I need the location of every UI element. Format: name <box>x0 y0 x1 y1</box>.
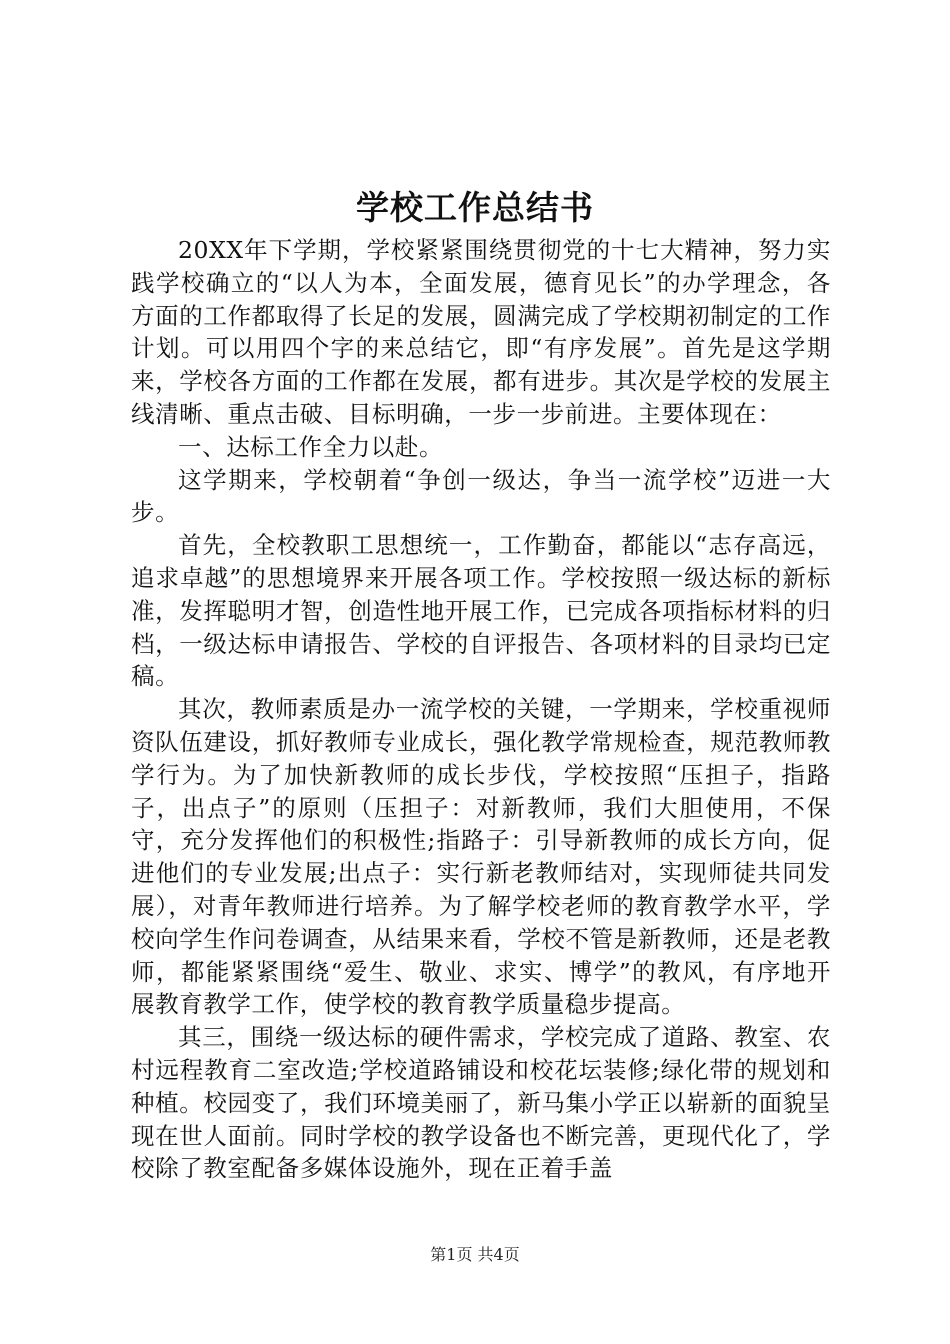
paragraph-progress: 这学期来，学校朝着“争创一级达，争当一流学校”迈进一大步。 <box>131 465 831 527</box>
document-body <box>131 234 831 1185</box>
document-title: 学校工作总结书 <box>356 188 594 227</box>
section-heading-1: 一、达标工作全力以赴。 <box>178 432 444 461</box>
paragraph-intro: 20XX年下学期，学校紧紧围绕贯彻党的十七大精神，努力实践学校确立的“以人为本，全面发展，德育见长”的办学理念，各方面的工作都取得了长足的发展，圆满完成了学校期初制定的工作计划。可以用四个字的来总结它，即“有序发展”。首先是这学期来，学校各方面的工作都在发展，都有进步。其次是学校的发展主线清晰、重点击破、目标明确，一步一步前进。主要体现在： <box>131 236 831 428</box>
paragraph-third: 其三，围绕一级达标的硬件需求，学校完成了道路、教室、农村远程教育二室改造;学校道路铺设和校花坛装修;绿化带的规划和种植。校园变了，我们环境美丽了，新马集小学正以崭新的面貌呈现在世人面前。同时学校的教学设备也不断完善，更现代化了，学校除了教室配备多媒体设施外，现在正着手盖 <box>131 1023 831 1183</box>
page-footer: 第1页 共4页 <box>430 1245 520 1264</box>
paragraph-second: 其次，教师素质是办一流学校的关键，一学期来，学校重视师资队伍建设，抓好教师专业成长，强化教学常规检查，规范教师教学行为。为了加快新教师的成长步伐，学校按照“压担子，指路子，出点子”的原则（压担子：对新教师，我们大胆使用，不保守，充分发挥他们的积极性;指路子：引导新教师的成长方向，促进他们的专业发展;出点子：实行新老教师结对，实现师徒共同发展），对青年教师进行培养。为了解学校老师的教育教学水平，学校向学生作问卷调查，从结果来看，学校不管是新教师，还是老教师，都能紧紧围绕“爱生、敬业、求实、博学”的教风，有序地开展教育教学工作，使学校的教育教学质量稳步提高。 <box>131 695 831 1019</box>
paragraph-first: 首先，全校教职工思想统一，工作勤奋，都能以“志存高远，追求卓越”的思想境界来开展各项工作。学校按照一级达标的新标准，发挥聪明才智，创造性地开展工作，已完成各项指标材料的归档，一级达标申请报告、学校的自评报告、各项材料的目录均已定稿。 <box>131 531 831 691</box>
